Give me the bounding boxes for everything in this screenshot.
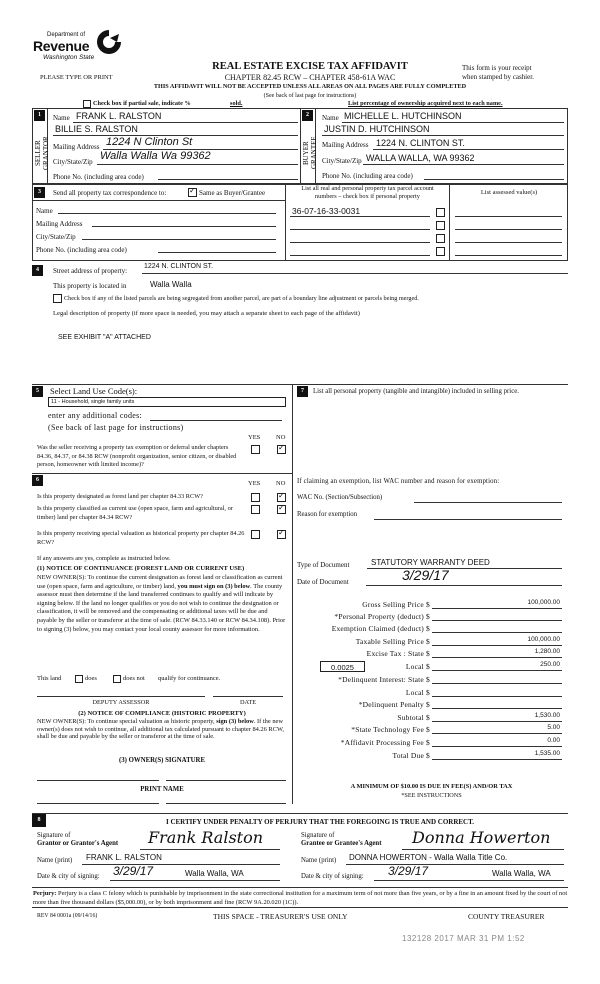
amount-label: Excise Tax : State $	[366, 649, 430, 658]
parcel-header-1: List all real and personal property tax parcel account	[301, 185, 434, 192]
receipt-note-1: This form is your receipt	[462, 64, 532, 72]
grantor-date-field[interactable]	[110, 866, 280, 881]
assessed-field-1[interactable]	[455, 207, 562, 217]
notice-1-body-a: NEW OWNER(S): To continue the current designation as forest land or classification as current use (open space, farm and agriculture, or timber) land,	[37, 574, 283, 590]
grantor-name-label: Name (print)	[37, 857, 73, 864]
wac-field[interactable]	[414, 494, 562, 503]
notice-2-title: (2) NOTICE OF COMPLIANCE (HISTORIC PROPERTY)	[78, 710, 246, 717]
seller-name-2-field[interactable]	[53, 124, 298, 136]
please-type: PLEASE TYPE OR PRINT	[40, 74, 113, 81]
divider	[32, 473, 292, 474]
assessor-sig-line[interactable]	[37, 696, 205, 697]
doc-type-field[interactable]	[367, 557, 562, 569]
logo-line3: Washington State	[43, 54, 95, 61]
does-not-label: does not	[123, 675, 145, 682]
grantee-label: GRANTEE	[310, 136, 318, 170]
amount-field[interactable]	[432, 712, 562, 722]
grantor-name-field[interactable]	[82, 853, 280, 865]
parcel-header	[286, 185, 449, 201]
parcel-header-2: numbers – check box if personal property	[315, 193, 420, 200]
seller-city-value: Walla Walla Wa 99362	[100, 150, 211, 162]
logo-line1: Department of	[47, 32, 86, 38]
grantee-name: DONNA HOWERTON - Walla Walla Title Co.	[349, 853, 508, 862]
divider	[32, 887, 568, 888]
amount-value: 1,280.00	[534, 648, 560, 655]
amount-field[interactable]	[432, 699, 562, 709]
amount-label: *State Technology Fee $	[351, 725, 430, 734]
amount-field[interactable]	[432, 623, 562, 633]
personal-property-checkbox-3[interactable]	[436, 234, 445, 243]
amount-field[interactable]	[432, 599, 562, 609]
treasurer-use-label: THIS SPACE - TREASURER'S USE ONLY	[213, 912, 348, 921]
perjury-bold: Perjury:	[33, 890, 57, 897]
buyer-label: BUYER	[302, 141, 310, 165]
date-label: DATE	[239, 699, 257, 706]
segregated-checkbox[interactable]	[53, 294, 62, 303]
grantor-city: Walla Walla, WA	[185, 869, 244, 878]
additional-codes-label: enter any additional codes:	[48, 411, 143, 420]
seller-phone-field[interactable]	[158, 170, 298, 180]
print-name-line-2[interactable]	[166, 803, 286, 804]
buyer-phone-field[interactable]	[424, 170, 564, 180]
amount-field[interactable]	[432, 611, 562, 621]
amount-label: *Personal Property (deduct) $	[334, 612, 430, 621]
grantor-sig-label-2: Grantor or Grantor's Agent	[37, 840, 119, 847]
form-chapter: CHAPTER 82.45 RCW – CHAPTER 458-61A WAC	[224, 73, 396, 82]
reason-label: Reason for exemption	[297, 511, 358, 518]
corr-name-field[interactable]	[58, 205, 276, 214]
historic-no-checkbox[interactable]	[277, 530, 286, 539]
exemption-yes-checkbox[interactable]	[251, 445, 260, 454]
amount-field[interactable]	[432, 750, 562, 760]
amount-label: Exemption Claimed (deduct) $	[331, 624, 430, 633]
section-5-number: 5	[32, 386, 43, 397]
treasurer-stamp: 132128 2017 MAR 31 PM 1:52	[402, 934, 525, 943]
corr-mailing-field[interactable]	[92, 218, 276, 227]
seller-mailing-label: Mailing Address	[53, 143, 100, 151]
section-7-number: 7	[297, 386, 308, 397]
land-use-code-value: 11 - Household, single family units	[51, 399, 135, 405]
grantee-date-label: Date & city of signing:	[301, 873, 364, 880]
seller-phone-label: Phone No. (including area code)	[53, 173, 144, 181]
perjury-notice	[33, 890, 568, 907]
partial-sale-checkbox[interactable]	[83, 100, 91, 108]
parcel-field-2[interactable]	[290, 220, 430, 230]
section-2-number: 2	[302, 110, 313, 121]
land-use-code-field[interactable]	[48, 397, 286, 407]
corr-phone-label: Phone No. (including area code)	[36, 246, 127, 254]
additional-codes-field[interactable]	[150, 411, 282, 421]
personal-property-checkbox-1[interactable]	[436, 208, 445, 217]
amount-field[interactable]	[432, 648, 562, 658]
seller-mailing-field[interactable]	[103, 136, 298, 150]
divider	[32, 907, 568, 908]
county-treasurer-label: COUNTY TREASURER	[468, 912, 545, 921]
same-as-buyer-label: Same as Buyer/Grantee	[199, 189, 266, 197]
buyer-mailing-label: Mailing Address	[322, 141, 369, 149]
grantor-date-label: Date & city of signing:	[37, 873, 100, 880]
amount-field[interactable]	[432, 674, 562, 684]
forest-yes-checkbox[interactable]	[251, 493, 260, 502]
certify-statement: I CERTIFY UNDER PENALTY OF PERJURY THAT THE FOREGOING IS TRUE AND CORRECT.	[165, 818, 474, 826]
does-label: does	[85, 675, 97, 682]
grantee-name-field[interactable]	[346, 853, 564, 865]
doc-type-label: Type of Document	[297, 561, 350, 569]
minimum-note: A MINIMUM OF $10.00 IS DUE IN FEE(S) AND/OR TAX	[350, 783, 513, 790]
seller-name-1: FRANK L. RALSTON	[76, 111, 162, 121]
section-1-number: 1	[34, 110, 45, 121]
amount-value: 1,535.00	[534, 750, 560, 757]
current-use-no-checkbox[interactable]	[277, 505, 286, 514]
parcel-field-4[interactable]	[290, 246, 430, 256]
grantor-sig-label	[37, 832, 118, 848]
amount-value: 1,530.00	[534, 712, 560, 719]
corr-mailing-label: Mailing Address	[36, 220, 83, 228]
see-instructions: *SEE INSTRUCTIONS	[401, 792, 462, 799]
historic-question: Is this property receiving special valuation as historical property per chapter 84.26 RCW?	[37, 530, 245, 546]
amount-field[interactable]	[432, 737, 562, 747]
assessed-field-4[interactable]	[455, 246, 562, 256]
does-not-checkbox[interactable]	[113, 675, 121, 683]
owner-signature-label: (3) OWNER(S) SIGNATURE	[119, 757, 205, 764]
logo-line2: Revenue	[33, 38, 90, 54]
amount-value: 100,000.00	[527, 599, 560, 606]
seller-name-1-field[interactable]	[73, 111, 298, 123]
no-header-5: NO	[276, 434, 286, 441]
amount-value: 100,000.00	[527, 636, 560, 643]
buyer-name-label: Name	[322, 114, 339, 122]
receipt-note-2: when stamped by cashier.	[462, 73, 534, 81]
amount-label: Taxable Selling Price $	[355, 637, 430, 646]
owner-sig-line-1[interactable]	[37, 780, 159, 781]
section-6-number: 6	[32, 475, 43, 486]
buyer-name-1-field[interactable]	[342, 111, 564, 123]
legal-description-value: SEE EXHIBIT "A" ATTACHED	[58, 334, 151, 341]
grantee-sig-label-2: Grantee or Grantee's Agent	[301, 840, 382, 847]
divider	[32, 200, 285, 201]
does-checkbox[interactable]	[75, 675, 83, 683]
exemption-question: Was the seller receiving a property tax exemption or deferral under chapters 84.36, 84.37, or 84.38 RCW (nonprofit organization, senior citizen, or disabled person, homeowner with limited income)?	[37, 444, 237, 468]
send-correspondence-label: Send all property tax correspondence to:	[53, 189, 167, 197]
grantee-signature-field[interactable]	[402, 830, 564, 850]
personal-property-checkbox-4[interactable]	[436, 247, 445, 256]
amount-label: Local $	[405, 662, 430, 671]
buyer-city-value: WALLA WALLA, WA 99362	[366, 153, 475, 163]
buyer-phone-label: Phone No. (including area code)	[322, 172, 413, 180]
seller-name-2: BILLIE S. RALSTON	[55, 124, 138, 134]
amount-label: *Delinquent Penalty $	[358, 700, 430, 709]
divider	[292, 384, 293, 804]
notice-1-body-b: . The county assessor must then determine if the land transferred continues to qualify and will indicate by signing below. If the land no longer qualifies or you do not wish to continue the designation or classification, it will be removed and the compensating or additional taxes will be due and payable by the seller or transferor at the time of sale. (RCW 84.33.140 or RCW 84.34.108). Prior to signing (3) below, you may contact your local county assessor for more information.	[37, 582, 286, 633]
amount-label: Local $	[405, 688, 430, 697]
forest-no-checkbox[interactable]	[277, 493, 286, 502]
grantee-signature: Donna Howerton	[412, 828, 551, 847]
amount-field[interactable]	[432, 687, 562, 697]
corr-phone-field[interactable]	[158, 244, 276, 253]
doc-date-field[interactable]	[366, 569, 562, 586]
grantor-sig-label-1: Signature of	[37, 832, 71, 839]
amount-label: Subtotal $	[397, 713, 430, 722]
amount-field[interactable]	[432, 661, 562, 671]
grantor-signature: Frank Ralston	[148, 828, 264, 847]
grantor-name: FRANK L. RALSTON	[86, 853, 162, 862]
current-use-yes-checkbox[interactable]	[251, 505, 260, 514]
current-use-question: Is this property classified as current use (open space, farm and agricultural, or timber) land per chapter 84.34 RCW?	[37, 505, 233, 521]
buyer-name-2-field[interactable]	[322, 124, 564, 136]
warning-text: THIS AFFIDAVIT WILL NOT BE ACCEPTED UNLESS ALL AREAS ON ALL PAGES ARE FULLY COMPLETED	[153, 83, 467, 90]
section-8-number: 8	[32, 814, 46, 827]
form-title: REAL ESTATE EXCISE TAX AFFIDAVIT	[212, 61, 408, 72]
amount-value: 250.00	[540, 661, 560, 668]
grantee-name-label: Name (print)	[301, 857, 337, 864]
buyer-city-field[interactable]	[363, 153, 564, 165]
local-rate-value: 0.0025	[331, 663, 354, 672]
seller-name-label: Name	[53, 114, 70, 122]
print-name-label: PRINT NAME	[140, 786, 184, 793]
grantor-signature-field[interactable]	[140, 830, 280, 850]
seller-city-label: City/State/Zip	[53, 158, 93, 166]
notice-1-body-bold: you must sign on (3) below	[177, 582, 251, 590]
divider	[32, 813, 568, 814]
corr-name-label: Name	[36, 207, 53, 215]
deputy-assessor-label: DEPUTY ASSESSOR	[92, 699, 150, 706]
amount-label: Total Due $	[392, 751, 430, 760]
wac-label: WAC No. (Section/Subsection)	[297, 494, 383, 501]
ownership-note: List percentage of ownership acquired next to each name.	[348, 100, 503, 107]
notice-2-body-bold: sign (3) below	[216, 718, 254, 725]
owner-sig-line-2[interactable]	[166, 780, 286, 781]
grantor-label: GRANTOR	[42, 136, 50, 170]
same-as-buyer-checkbox[interactable]	[188, 188, 197, 197]
partial-sale-label: Check box if partial sale, indicate %	[93, 100, 191, 107]
corr-city-field[interactable]	[82, 231, 276, 240]
amount-label: Gross Selling Price $	[362, 600, 430, 609]
yes-header-6: YES	[248, 480, 261, 487]
rev-number: REV 84 0001a (09/14/16)	[37, 913, 98, 919]
amount-label: *Affidavit Processing Fee $	[340, 738, 430, 747]
notice-2-body-a: NEW OWNER(S): To continue special valuation as historic property,	[37, 718, 217, 725]
street-address-value: 1224 N. CLINTON ST.	[144, 263, 214, 270]
located-in-value: Walla Walla	[150, 280, 192, 289]
amount-field[interactable]	[432, 636, 562, 646]
reason-field[interactable]	[374, 511, 562, 520]
doc-date-value: 3/29/17	[402, 567, 449, 583]
yes-header-5: YES	[248, 434, 261, 441]
seller-grantor-label	[34, 128, 50, 178]
buyer-city-label: City/State/Zip	[322, 157, 362, 165]
seller-mailing-value: 1224 N Clinton St	[106, 136, 193, 148]
no-header-6: NO	[276, 480, 286, 487]
buyer-name-1: MICHELLE L. HUTCHINSON	[344, 111, 462, 121]
divider	[293, 384, 568, 385]
qualify-label: qualify for continuance.	[158, 675, 221, 682]
parcel-field-3[interactable]	[290, 233, 430, 243]
exemption-claim-label: If claiming an exemption, list WAC number and reason for exemption:	[297, 478, 500, 485]
personal-property-title: List all personal property (tangible and intangible) included in selling price.	[313, 388, 519, 395]
street-address-field[interactable]	[142, 264, 568, 274]
notice-1-title: (1) NOTICE OF CONTINUANCE (FOREST LAND OR CURRENT USE)	[37, 565, 245, 572]
local-rate-box[interactable]	[320, 661, 365, 672]
buyer-mailing-field[interactable]	[373, 138, 564, 150]
segregated-label: Check box if any of the listed parcels are being segregated from another parcel, are part of a boundary line adjustment or parcels being merged.	[64, 295, 419, 302]
print-name-line-1[interactable]	[37, 803, 159, 804]
dor-swirl-icon	[95, 28, 123, 56]
doc-type-value: STATUTORY WARRANTY DEED	[371, 558, 490, 567]
forest-question: Is this property designated as forest land per chapter 84.33 RCW?	[37, 493, 203, 500]
parcel-number-1: 36-07-16-33-0031	[292, 206, 361, 216]
amount-value: 0.00	[547, 737, 560, 744]
if-yes-note: If any answers are yes, complete as instructed below.	[37, 555, 171, 562]
grantor-date: 3/29/17	[113, 864, 154, 878]
grantee-date: 3/29/17	[388, 864, 429, 878]
notice-2-body-b: . If the new owner(s) does not wish to continue, all additional tax calculated pursuant to chapter 84.26 RCW, shall be due and payable by the seller or transferor at the time of sale.	[37, 718, 284, 740]
divider	[32, 384, 292, 385]
buyer-grantee-label	[302, 128, 318, 178]
grantee-sig-label-1: Signature of	[301, 832, 335, 839]
seller-label: SELLER	[34, 140, 42, 166]
legal-description-label: Legal description of property (if more space is needed, you may attach a separate sheet to each page of the affidavit)	[53, 310, 360, 317]
notice-1-body	[37, 574, 287, 634]
see-back: (See back of last page for instructions)	[263, 93, 357, 99]
sold-label: sold.	[230, 100, 243, 107]
corr-city-label: City/State/Zip	[36, 233, 76, 241]
section-4-number: 4	[32, 265, 43, 276]
personal-property-checkbox-2[interactable]	[436, 221, 445, 230]
land-use-title: Select Land Use Code(s):	[50, 386, 138, 396]
grantee-city: Walla Walla, WA	[492, 869, 551, 878]
buyer-mailing-value: 1224 N. CLINTON ST.	[376, 138, 465, 148]
buyer-name-2: JUSTIN D. HUTCHINSON	[324, 124, 430, 134]
parcel-field-1[interactable]	[290, 207, 430, 217]
assessed-field-3[interactable]	[455, 233, 562, 243]
land-use-see-back: (See back of last page for instructions)	[48, 423, 184, 432]
dor-logo	[33, 28, 123, 64]
this-land-label: This land	[37, 675, 62, 682]
notice-2-body	[37, 718, 291, 741]
assessor-date-line[interactable]	[213, 696, 283, 697]
grantee-date-field[interactable]	[374, 866, 564, 881]
street-address-label: Street address of property:	[53, 267, 128, 275]
doc-date-label: Date of Document	[297, 578, 349, 586]
amount-label: *Delinquent Interest: State $	[338, 675, 430, 684]
assessed-header: List assessed value(s)	[480, 189, 538, 196]
exemption-no-checkbox[interactable]	[277, 445, 286, 454]
perjury-text: Perjury is a class C felony which is punishable by imprisonment in the state correctional institution for a maximum term of not more than five years, or by a fine in an amount fixed by the court of not more than five thousand dollars ($5,000.00), or by both imprisonment and fine (RCW 9A.20.020 (1C)).	[33, 890, 568, 906]
historic-yes-checkbox[interactable]	[251, 530, 260, 539]
grantee-sig-label	[301, 832, 381, 848]
section-3-number: 3	[34, 187, 45, 198]
amount-field[interactable]	[432, 724, 562, 734]
amount-value: 5.00	[547, 724, 560, 731]
located-in-label: This property is located in	[53, 282, 127, 290]
assessed-field-2[interactable]	[455, 220, 562, 230]
seller-city-field[interactable]	[97, 150, 298, 165]
